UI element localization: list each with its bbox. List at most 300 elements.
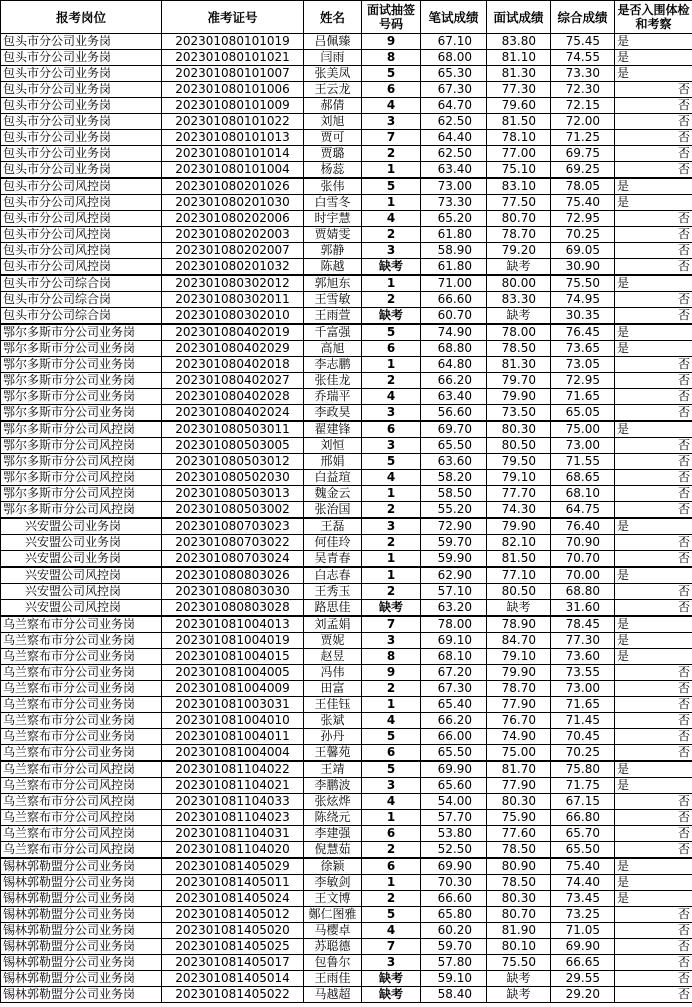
cell-total-score: 30.90 xyxy=(551,259,615,276)
cell-ticket-id: 202301080202003 xyxy=(162,227,304,243)
cell-total-score: 78.05 xyxy=(551,178,615,195)
cell-shortlist-result: 否 xyxy=(615,665,692,681)
cell-written-score: 65.40 xyxy=(421,697,487,713)
cell-lot-number: 缺考 xyxy=(362,259,421,276)
cell-ticket-id: 202301080101019 xyxy=(162,34,304,50)
cell-name: 王靖 xyxy=(304,761,362,778)
cell-post: 锡林郭勒盟分公司业务岗 xyxy=(1,939,162,955)
table-row xyxy=(1,308,692,325)
cell-shortlist-result: 是 xyxy=(615,275,692,292)
cell-post: 包头市分公司风控岗 xyxy=(1,259,162,276)
cell-ticket-id: 202301080503005 xyxy=(162,438,304,454)
table-row xyxy=(1,987,692,1003)
cell-post: 锡林郭勒盟分公司业务岗 xyxy=(1,923,162,939)
cell-shortlist-result: 否 xyxy=(615,745,692,762)
table-row xyxy=(1,292,692,308)
cell-total-score: 75.80 xyxy=(551,761,615,778)
cell-total-score: 70.70 xyxy=(551,551,615,568)
cell-shortlist-result: 否 xyxy=(615,243,692,259)
table-row xyxy=(1,891,692,907)
cell-total-score: 29.55 xyxy=(551,971,615,987)
cell-ticket-id: 202301080101009 xyxy=(162,98,304,114)
table-row xyxy=(1,195,692,211)
cell-interview-score: 74.90 xyxy=(487,729,551,745)
cell-ticket-id: 202301080703022 xyxy=(162,535,304,551)
cell-shortlist-result: 是 xyxy=(615,633,692,649)
cell-written-score: 62.50 xyxy=(421,146,487,162)
cell-interview-score: 缺考 xyxy=(487,308,551,325)
cell-shortlist-result: 否 xyxy=(615,227,692,243)
cell-ticket-id: 202301081004004 xyxy=(162,745,304,762)
cell-post: 乌兰察布市分公司业务岗 xyxy=(1,633,162,649)
cell-written-score: 52.50 xyxy=(421,842,487,859)
cell-total-score: 71.05 xyxy=(551,923,615,939)
cell-interview-score: 79.70 xyxy=(487,373,551,389)
cell-post: 乌兰察布市分公司业务岗 xyxy=(1,697,162,713)
cell-post: 锡林郭勒盟分公司业务岗 xyxy=(1,875,162,891)
table-row xyxy=(1,66,692,82)
cell-name: 王文博 xyxy=(304,891,362,907)
cell-name: 郭旭东 xyxy=(304,275,362,292)
cell-post: 乌兰察布市分公司风控岗 xyxy=(1,810,162,826)
cell-shortlist-result: 否 xyxy=(615,130,692,146)
cell-interview-score: 81.50 xyxy=(487,114,551,130)
cell-name: 孙丹 xyxy=(304,729,362,745)
cell-ticket-id: 202301080503013 xyxy=(162,486,304,502)
cell-written-score: 56.60 xyxy=(421,405,487,422)
cell-post: 乌兰察布市分公司业务岗 xyxy=(1,729,162,745)
cell-ticket-id: 202301080101006 xyxy=(162,82,304,98)
header-written-score: 笔试成绩 xyxy=(421,1,487,34)
cell-lot-number: 3 xyxy=(362,778,421,794)
cell-interview-score: 74.30 xyxy=(487,502,551,519)
cell-ticket-id: 202301080201030 xyxy=(162,195,304,211)
cell-ticket-id: 202301081405024 xyxy=(162,891,304,907)
cell-written-score: 57.70 xyxy=(421,810,487,826)
table-row xyxy=(1,178,692,195)
cell-post: 乌兰察布市分公司业务岗 xyxy=(1,665,162,681)
cell-written-score: 59.70 xyxy=(421,535,487,551)
table-row xyxy=(1,907,692,923)
cell-total-score: 64.75 xyxy=(551,502,615,519)
cell-name: 千富强 xyxy=(304,324,362,341)
cell-post: 包头市分公司风控岗 xyxy=(1,227,162,243)
cell-name: 倪慧茹 xyxy=(304,842,362,859)
cell-lot-number: 6 xyxy=(362,341,421,357)
table-row xyxy=(1,518,692,535)
cell-total-score: 70.00 xyxy=(551,567,615,584)
cell-shortlist-result: 否 xyxy=(615,259,692,276)
cell-name: 贾璐 xyxy=(304,146,362,162)
cell-ticket-id: 202301080503011 xyxy=(162,421,304,438)
cell-interview-score: 81.90 xyxy=(487,923,551,939)
cell-name: 时宇慧 xyxy=(304,211,362,227)
cell-interview-score: 82.10 xyxy=(487,535,551,551)
cell-interview-score: 79.10 xyxy=(487,649,551,665)
cell-total-score: 73.30 xyxy=(551,66,615,82)
cell-ticket-id: 202301080302010 xyxy=(162,308,304,325)
cell-total-score: 70.90 xyxy=(551,535,615,551)
cell-written-score: 67.30 xyxy=(421,681,487,697)
cell-interview-score: 81.30 xyxy=(487,357,551,373)
cell-total-score: 73.00 xyxy=(551,681,615,697)
cell-shortlist-result: 否 xyxy=(615,454,692,470)
cell-total-score: 68.65 xyxy=(551,470,615,486)
cell-shortlist-result: 否 xyxy=(615,826,692,842)
cell-name: 李政昊 xyxy=(304,405,362,422)
cell-shortlist-result: 否 xyxy=(615,373,692,389)
cell-total-score: 68.80 xyxy=(551,584,615,600)
table-row xyxy=(1,649,692,665)
cell-name: 路思佳 xyxy=(304,600,362,617)
cell-written-score: 69.90 xyxy=(421,858,487,875)
cell-total-score: 75.40 xyxy=(551,858,615,875)
cell-interview-score: 75.00 xyxy=(487,745,551,762)
cell-lot-number: 4 xyxy=(362,923,421,939)
cell-name: 贾婧雯 xyxy=(304,227,362,243)
cell-written-score: 62.50 xyxy=(421,114,487,130)
cell-post: 鄂尔多斯市分公司业务岗 xyxy=(1,324,162,341)
cell-ticket-id: 202301080101013 xyxy=(162,130,304,146)
cell-interview-score: 79.90 xyxy=(487,665,551,681)
header-lot-number: 面试抽签号码 xyxy=(362,1,421,34)
cell-total-score: 73.05 xyxy=(551,357,615,373)
cell-post: 鄂尔多斯市分公司业务岗 xyxy=(1,405,162,422)
cell-written-score: 66.60 xyxy=(421,292,487,308)
cell-total-score: 72.95 xyxy=(551,211,615,227)
table-row xyxy=(1,82,692,98)
cell-written-score: 66.20 xyxy=(421,713,487,729)
cell-lot-number: 2 xyxy=(362,891,421,907)
cell-ticket-id: 202301081405022 xyxy=(162,987,304,1003)
cell-written-score: 64.80 xyxy=(421,357,487,373)
cell-post: 锡林郭勒盟分公司业务岗 xyxy=(1,907,162,923)
cell-written-score: 63.60 xyxy=(421,454,487,470)
cell-name: 陈绕元 xyxy=(304,810,362,826)
cell-name: 李敏剑 xyxy=(304,875,362,891)
cell-ticket-id: 202301081004011 xyxy=(162,729,304,745)
cell-lot-number: 1 xyxy=(362,810,421,826)
cell-ticket-id: 202301080803030 xyxy=(162,584,304,600)
cell-lot-number: 1 xyxy=(362,357,421,373)
cell-shortlist-result: 否 xyxy=(615,405,692,422)
cell-name: 杨蕊 xyxy=(304,162,362,179)
cell-ticket-id: 202301080101007 xyxy=(162,66,304,82)
cell-post: 乌兰察布市分公司业务岗 xyxy=(1,681,162,697)
cell-ticket-id: 202301080101014 xyxy=(162,146,304,162)
cell-interview-score: 80.00 xyxy=(487,275,551,292)
cell-lot-number: 2 xyxy=(362,584,421,600)
cell-total-score: 71.25 xyxy=(551,130,615,146)
cell-shortlist-result: 是 xyxy=(615,616,692,633)
cell-ticket-id: 202301080803026 xyxy=(162,567,304,584)
table-row xyxy=(1,826,692,842)
cell-interview-score: 81.30 xyxy=(487,66,551,82)
cell-written-score: 63.40 xyxy=(421,389,487,405)
cell-interview-score: 缺考 xyxy=(487,987,551,1003)
cell-post: 包头市分公司业务岗 xyxy=(1,82,162,98)
cell-lot-number: 6 xyxy=(362,826,421,842)
cell-total-score: 76.45 xyxy=(551,324,615,341)
cell-interview-score: 80.10 xyxy=(487,939,551,955)
cell-lot-number: 6 xyxy=(362,745,421,762)
cell-ticket-id: 202301080503012 xyxy=(162,454,304,470)
cell-name: 王秀玉 xyxy=(304,584,362,600)
table-row xyxy=(1,600,692,617)
cell-lot-number: 4 xyxy=(362,389,421,405)
cell-lot-number: 2 xyxy=(362,842,421,859)
cell-lot-number: 2 xyxy=(362,146,421,162)
cell-total-score: 72.15 xyxy=(551,98,615,114)
cell-name: 王馨苑 xyxy=(304,745,362,762)
cell-total-score: 66.80 xyxy=(551,810,615,826)
cell-written-score: 61.80 xyxy=(421,227,487,243)
cell-interview-score: 77.60 xyxy=(487,826,551,842)
cell-written-score: 63.40 xyxy=(421,162,487,179)
cell-total-score: 71.45 xyxy=(551,713,615,729)
cell-ticket-id: 202301080402027 xyxy=(162,373,304,389)
cell-name: 张佳龙 xyxy=(304,373,362,389)
table-row xyxy=(1,858,692,875)
table-row xyxy=(1,389,692,405)
cell-ticket-id: 202301081405012 xyxy=(162,907,304,923)
cell-lot-number: 2 xyxy=(362,502,421,519)
cell-lot-number: 3 xyxy=(362,114,421,130)
cell-lot-number: 5 xyxy=(362,66,421,82)
cell-shortlist-result: 是 xyxy=(615,195,692,211)
cell-total-score: 73.45 xyxy=(551,891,615,907)
cell-ticket-id: 202301080402019 xyxy=(162,324,304,341)
cell-ticket-id: 202301080101022 xyxy=(162,114,304,130)
cell-written-score: 68.00 xyxy=(421,50,487,66)
cell-lot-number: 5 xyxy=(362,729,421,745)
cell-interview-score: 79.90 xyxy=(487,518,551,535)
cell-lot-number: 缺考 xyxy=(362,971,421,987)
cell-post: 兴安盟公司风控岗 xyxy=(1,600,162,617)
cell-shortlist-result: 否 xyxy=(615,971,692,987)
cell-shortlist-result: 是 xyxy=(615,421,692,438)
cell-name: 郭静 xyxy=(304,243,362,259)
cell-shortlist-result: 否 xyxy=(615,794,692,810)
cell-total-score: 74.95 xyxy=(551,292,615,308)
cell-total-score: 73.55 xyxy=(551,665,615,681)
cell-shortlist-result: 否 xyxy=(615,535,692,551)
cell-total-score: 29.20 xyxy=(551,987,615,1003)
cell-lot-number: 5 xyxy=(362,454,421,470)
table-row xyxy=(1,665,692,681)
cell-shortlist-result: 否 xyxy=(615,842,692,859)
header-row xyxy=(1,1,692,34)
cell-ticket-id: 202301080402018 xyxy=(162,357,304,373)
cell-lot-number: 9 xyxy=(362,665,421,681)
cell-ticket-id: 202301081405025 xyxy=(162,939,304,955)
cell-ticket-id: 202301081004005 xyxy=(162,665,304,681)
cell-ticket-id: 202301080503002 xyxy=(162,502,304,519)
cell-name: 贾妮 xyxy=(304,633,362,649)
cell-name: 张斌 xyxy=(304,713,362,729)
cell-interview-score: 80.30 xyxy=(487,794,551,810)
cell-total-score: 77.30 xyxy=(551,633,615,649)
cell-interview-score: 78.50 xyxy=(487,842,551,859)
cell-post: 鄂尔多斯市分公司风控岗 xyxy=(1,421,162,438)
cell-lot-number: 缺考 xyxy=(362,600,421,617)
cell-total-score: 71.65 xyxy=(551,697,615,713)
cell-ticket-id: 202301081104020 xyxy=(162,842,304,859)
cell-ticket-id: 202301081004013 xyxy=(162,616,304,633)
cell-interview-score: 77.00 xyxy=(487,146,551,162)
table-row xyxy=(1,939,692,955)
cell-written-score: 73.30 xyxy=(421,195,487,211)
cell-ticket-id: 202301080201026 xyxy=(162,178,304,195)
cell-interview-score: 75.90 xyxy=(487,810,551,826)
table-row xyxy=(1,275,692,292)
cell-lot-number: 8 xyxy=(362,649,421,665)
cell-name: 吕佩臻 xyxy=(304,34,362,50)
cell-name: 吴青春 xyxy=(304,551,362,568)
cell-total-score: 72.00 xyxy=(551,114,615,130)
cell-written-score: 66.60 xyxy=(421,891,487,907)
cell-post: 锡林郭勒盟分公司业务岗 xyxy=(1,955,162,971)
cell-name: 张美凤 xyxy=(304,66,362,82)
cell-name: 刘旭 xyxy=(304,114,362,130)
cell-ticket-id: 202301081003031 xyxy=(162,697,304,713)
cell-total-score: 73.60 xyxy=(551,649,615,665)
cell-ticket-id: 202301081405017 xyxy=(162,955,304,971)
cell-written-score: 60.20 xyxy=(421,923,487,939)
cell-written-score: 64.70 xyxy=(421,98,487,114)
cell-written-score: 58.40 xyxy=(421,987,487,1003)
table-row xyxy=(1,438,692,454)
cell-name: 邢娟 xyxy=(304,454,362,470)
cell-interview-score: 79.10 xyxy=(487,470,551,486)
cell-name: 李建强 xyxy=(304,826,362,842)
cell-name: 王雨佳 xyxy=(304,971,362,987)
cell-name: 刘恒 xyxy=(304,438,362,454)
cell-post: 乌兰察布市分公司业务岗 xyxy=(1,713,162,729)
cell-post: 鄂尔多斯市分公司风控岗 xyxy=(1,454,162,470)
cell-total-score: 69.25 xyxy=(551,162,615,179)
cell-ticket-id: 202301081104033 xyxy=(162,794,304,810)
cell-shortlist-result: 是 xyxy=(615,761,692,778)
table-row xyxy=(1,421,692,438)
table-row xyxy=(1,454,692,470)
cell-shortlist-result: 是 xyxy=(615,875,692,891)
cell-lot-number: 3 xyxy=(362,518,421,535)
cell-written-score: 69.70 xyxy=(421,421,487,438)
cell-total-score: 30.35 xyxy=(551,308,615,325)
cell-written-score: 59.10 xyxy=(421,971,487,987)
table-row xyxy=(1,567,692,584)
table-row xyxy=(1,633,692,649)
header-total-score: 综合成绩 xyxy=(551,1,615,34)
cell-written-score: 78.00 xyxy=(421,616,487,633)
cell-ticket-id: 202301081104022 xyxy=(162,761,304,778)
cell-post: 包头市分公司综合岗 xyxy=(1,292,162,308)
cell-written-score: 57.10 xyxy=(421,584,487,600)
cell-interview-score: 80.50 xyxy=(487,584,551,600)
cell-interview-score: 77.90 xyxy=(487,697,551,713)
cell-post: 乌兰察布市分公司风控岗 xyxy=(1,794,162,810)
cell-interview-score: 80.30 xyxy=(487,891,551,907)
cell-total-score: 68.10 xyxy=(551,486,615,502)
cell-interview-score: 77.70 xyxy=(487,486,551,502)
cell-lot-number: 1 xyxy=(362,697,421,713)
cell-lot-number: 2 xyxy=(362,292,421,308)
cell-written-score: 73.00 xyxy=(421,178,487,195)
cell-interview-score: 78.70 xyxy=(487,681,551,697)
cell-shortlist-result: 否 xyxy=(615,681,692,697)
cell-shortlist-result: 否 xyxy=(615,713,692,729)
cell-post: 乌兰察布市分公司风控岗 xyxy=(1,842,162,859)
table-row xyxy=(1,486,692,502)
cell-interview-score: 83.80 xyxy=(487,34,551,50)
table-row xyxy=(1,778,692,794)
cell-post: 鄂尔多斯市分公司业务岗 xyxy=(1,357,162,373)
cell-shortlist-result: 否 xyxy=(615,955,692,971)
cell-written-score: 58.20 xyxy=(421,470,487,486)
cell-name: 鄭仁图雅 xyxy=(304,907,362,923)
table-row xyxy=(1,405,692,422)
cell-lot-number: 4 xyxy=(362,211,421,227)
cell-interview-score: 78.10 xyxy=(487,130,551,146)
cell-interview-score: 78.70 xyxy=(487,227,551,243)
cell-post: 鄂尔多斯市分公司风控岗 xyxy=(1,502,162,519)
cell-total-score: 75.45 xyxy=(551,34,615,50)
cell-name: 马越超 xyxy=(304,987,362,1003)
header-shortlist-result: 是否入围体检和考察 xyxy=(615,1,692,34)
table-row xyxy=(1,259,692,276)
table-row xyxy=(1,875,692,891)
table-row xyxy=(1,162,692,179)
cell-name: 徐颖 xyxy=(304,858,362,875)
cell-lot-number: 5 xyxy=(362,178,421,195)
header-post: 报考岗位 xyxy=(1,1,162,34)
cell-interview-score: 81.10 xyxy=(487,50,551,66)
cell-total-score: 31.60 xyxy=(551,600,615,617)
cell-interview-score: 缺考 xyxy=(487,971,551,987)
cell-interview-score: 81.70 xyxy=(487,761,551,778)
cell-written-score: 66.20 xyxy=(421,373,487,389)
cell-name: 张治国 xyxy=(304,502,362,519)
cell-post: 鄂尔多斯市分公司风控岗 xyxy=(1,470,162,486)
cell-interview-score: 78.50 xyxy=(487,341,551,357)
cell-post: 乌兰察布市分公司业务岗 xyxy=(1,649,162,665)
cell-written-score: 72.90 xyxy=(421,518,487,535)
cell-ticket-id: 202301080402028 xyxy=(162,389,304,405)
cell-written-score: 63.20 xyxy=(421,600,487,617)
cell-post: 兴安盟公司业务岗 xyxy=(1,551,162,568)
table-row xyxy=(1,971,692,987)
cell-name: 赵昱 xyxy=(304,649,362,665)
cell-lot-number: 7 xyxy=(362,130,421,146)
cell-post: 包头市分公司综合岗 xyxy=(1,275,162,292)
cell-ticket-id: 202301080101021 xyxy=(162,50,304,66)
cell-ticket-id: 202301081405029 xyxy=(162,858,304,875)
header-interview-score: 面试成绩 xyxy=(487,1,551,34)
cell-shortlist-result: 是 xyxy=(615,178,692,195)
cell-interview-score: 79.60 xyxy=(487,98,551,114)
table-row xyxy=(1,794,692,810)
cell-total-score: 75.40 xyxy=(551,195,615,211)
cell-name: 张伟 xyxy=(304,178,362,195)
cell-post: 包头市分公司业务岗 xyxy=(1,98,162,114)
cell-post: 鄂尔多斯市分公司业务岗 xyxy=(1,389,162,405)
cell-shortlist-result: 否 xyxy=(615,438,692,454)
table-row xyxy=(1,535,692,551)
cell-ticket-id: 202301081004010 xyxy=(162,713,304,729)
cell-written-score: 65.30 xyxy=(421,66,487,82)
header-ticket-id: 准考证号 xyxy=(162,1,304,34)
